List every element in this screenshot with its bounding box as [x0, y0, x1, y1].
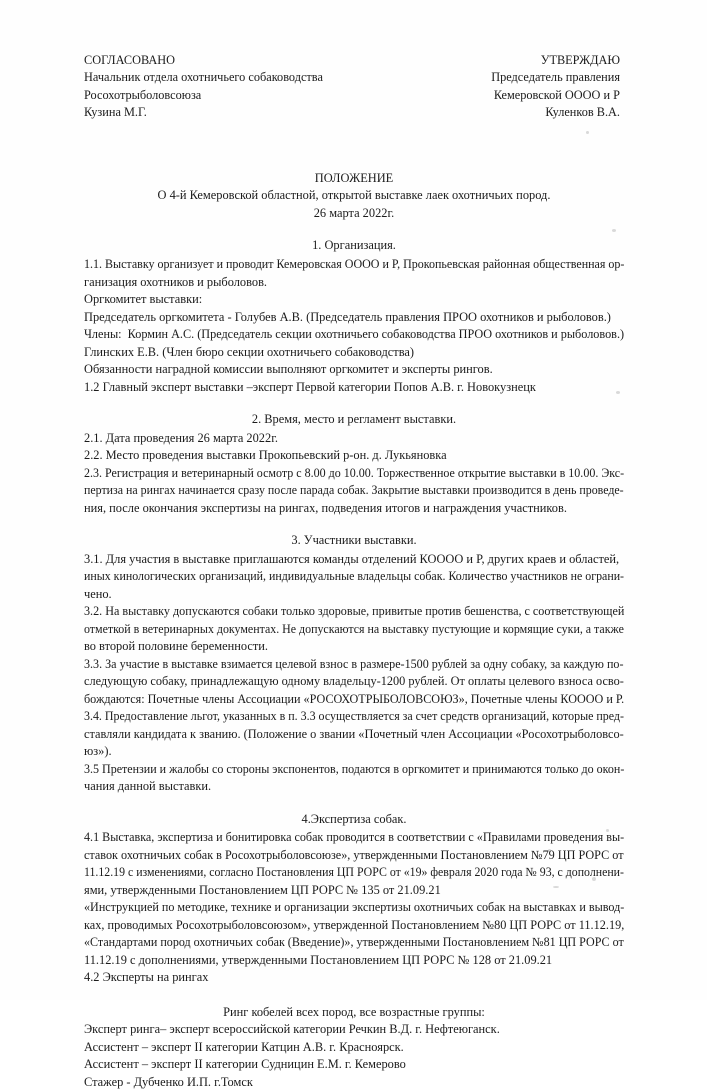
- section-heading: 4.Экспертиза собак.: [301, 811, 407, 826]
- ring-line: Эксперт ринга– эксперт всероссийской категории Речкин В.Д. г. Нефтеюганск.: [84, 1022, 500, 1037]
- section-heading: 3. Участники выставки.: [291, 533, 417, 548]
- section-heading: 1. Организация.: [312, 238, 396, 253]
- body-line: 1.1. Выставку организует и проводит Кемеровская ОООО и Р, Прокопьевская районная общественная ор-: [84, 257, 625, 271]
- approval-left-line: Начальник отдела охотничьего собаководства: [84, 70, 323, 85]
- ring-line: Ассистент – эксперт II категории Судницин Е.М. г. Кемерово: [84, 1057, 406, 1072]
- document-subtitle: О 4-й Кемеровской областной, открытой выставке лаек охотничьих пород.: [157, 188, 551, 203]
- body-line: Глинских Е.В. (Член бюро секции охотничьего собаководства): [84, 344, 415, 359]
- body-line: бождаются: Почетные члены Ассоциации «РОСОХОТРЫБОЛОВСОЮЗ», Почетные члены КОООО и Р.: [84, 691, 625, 706]
- approval-right-line: Председатель правления: [491, 70, 620, 85]
- body-line: 4.2 Эксперты на рингах: [84, 970, 209, 985]
- body-line: 3.4. Предоставление льгот, указанных в п. 3.3 осуществляется за счет средств организаций, которые пред-: [84, 709, 624, 724]
- document-body: [84, 52, 624, 1091]
- section-organization: [84, 237, 624, 396]
- body-line: следующую собаку, принадлежащую одному владельцу-1200 рублей. От оплаты целевого взноса осво-: [84, 674, 624, 689]
- body-line: чено.: [84, 586, 112, 601]
- approval-right-line: Кемеровской ОООО и Р: [493, 87, 620, 102]
- ring-line: Ассистент – эксперт II категории Катцин А.В. г. Красноярск.: [84, 1039, 404, 1054]
- approval-left-line: СОГЛАСОВАНО: [84, 53, 176, 67]
- body-line: ями, утвержденными Постановлением ЦП РОРС № 135 от 21.09.21: [84, 882, 441, 897]
- approval-header: [84, 52, 624, 122]
- body-line: во второй половине беременности.: [84, 639, 269, 654]
- body-line: юз»).: [84, 744, 112, 759]
- body-line: 3.2. На выставку допускаются собаки только здоровые, привитые против бешенства, с соответствующей: [84, 604, 625, 619]
- document-title-block: [84, 170, 624, 223]
- body-line: Обязанности наградной комиссии выполняют оргкомитет и эксперты рингов.: [84, 362, 493, 376]
- approval-left-line: Росохотрыболовсоюза: [84, 87, 202, 102]
- body-line: 2.2. Место проведения выставки Прокопьевский р-он. д. Лукьяновка: [84, 448, 447, 463]
- approval-right-line: УТВЕРЖДАЮ: [540, 53, 620, 67]
- body-line: чания данной выставки.: [84, 779, 212, 794]
- body-line: 2.3. Регистрация и ветеринарный осмотр с 8.00 до 10.00. Торжественное открытие выставки в 10.00. Экс-: [84, 465, 625, 480]
- body-line: Председатель оргкомитета - Голубев А.В. (Председатель правления ПРОО охотников и рыболовов.): [84, 309, 611, 324]
- section-participants: [84, 532, 624, 796]
- body-line: Оргкомитет выставки:: [84, 292, 203, 306]
- body-line: 4.1 Выставка, экспертиза и бонитировка собак проводится в соответствии с «Правилами проведения вы-: [84, 830, 625, 845]
- section-ring-males: [84, 1004, 624, 1091]
- body-line: Члены: Кормин А.С. (Председатель секции охотничьего собаководства ПРОО охотников и рыболовов.): [84, 327, 625, 341]
- document-date: 26 марта 2022г.: [313, 205, 395, 220]
- body-line: ставок охотничьих собак в Росохотрыболовсоюзе», утвержденными Постановлением №79 ЦП РОРС от: [84, 847, 624, 862]
- body-line: иных кинологических организаций, индивидуальные владельцы собак. Количество участников не ограни-: [84, 569, 625, 584]
- section-body: [84, 430, 624, 518]
- body-line: «Инструкцией по методике, технике и организации экспертизы охотничьих собак на выставках и вывод-: [84, 900, 625, 915]
- section-expertise: [84, 811, 624, 987]
- section-body: [84, 551, 624, 796]
- body-line: отметкой в ветеринарных документах. Не допускаются на выставку пустующие и кормящие суки, а также: [84, 621, 624, 636]
- body-line: ния, после окончания экспертизы на рингах, подведения итогов и награждения участников.: [84, 500, 567, 515]
- body-line: «Стандартами пород охотничьих собак (Введение)», утвержденными Постановлением №81 ЦП РОРС от: [84, 935, 624, 950]
- body-line: 3.5 Претензии и жалобы со стороны экспонентов, подаются в оргкомитет и принимаются только до окон-: [84, 761, 625, 776]
- approval-right-block: [491, 52, 624, 122]
- body-line: 3.3. За участие в выставке взимается целевой взнос в размере-1500 рублей за одну собаку, за каждую по-: [84, 656, 624, 671]
- document-title: ПОЛОЖЕНИЕ: [314, 170, 394, 185]
- ring-body: [84, 1021, 624, 1091]
- body-line: 1.2 Главный эксперт выставки –эксперт Первой категории Попов А.В. г. Новокузнецк: [84, 379, 536, 394]
- ring-line: Стажер - Дубченко И.П. г.Томск: [84, 1074, 253, 1089]
- body-line: 11.12.19 с изменениями, согласно Постановления ЦП РОРС от «19» февраля 2020 года № 93, с дополнени-: [84, 865, 624, 880]
- approval-left-block: [84, 52, 323, 122]
- section-heading: 2. Время, место и регламент выставки.: [251, 412, 457, 426]
- section-time-place: [84, 411, 624, 517]
- section-body: [84, 256, 624, 396]
- body-line: 11.12.19 с дополнениями, утвержденными Постановлением ЦП РОРС № 128 от 21.09.21: [84, 952, 553, 967]
- body-line: ках, проводимых Росохотрыболовсоюзом», утвержденной Постановлением №80 ЦП РОРС от 11.12.19,: [84, 917, 625, 932]
- body-line: пертиза на рингах начинается сразу после парада собак. Закрытие выставки производится в день проведе-: [84, 483, 624, 498]
- body-line: 3.1. Для участия в выставке приглашаются команды отделений КОООО и Р, других краев и областей,: [84, 551, 620, 566]
- body-line: ганизация охотников и рыболовов.: [84, 274, 268, 289]
- body-line: ставляли кандидата к званию. (Положение о звании «Почетный член Ассоциации «Росохотрыболовсо-: [84, 726, 624, 741]
- approval-left-line: Кузина М.Г.: [84, 105, 147, 120]
- body-line: 2.1. Дата проведения 26 марта 2022г.: [84, 430, 278, 445]
- approval-right-line: Куленков В.А.: [545, 105, 620, 120]
- ring-heading: Ринг кобелей всех пород, все возрастные группы:: [223, 1004, 485, 1019]
- section-body: [84, 829, 624, 987]
